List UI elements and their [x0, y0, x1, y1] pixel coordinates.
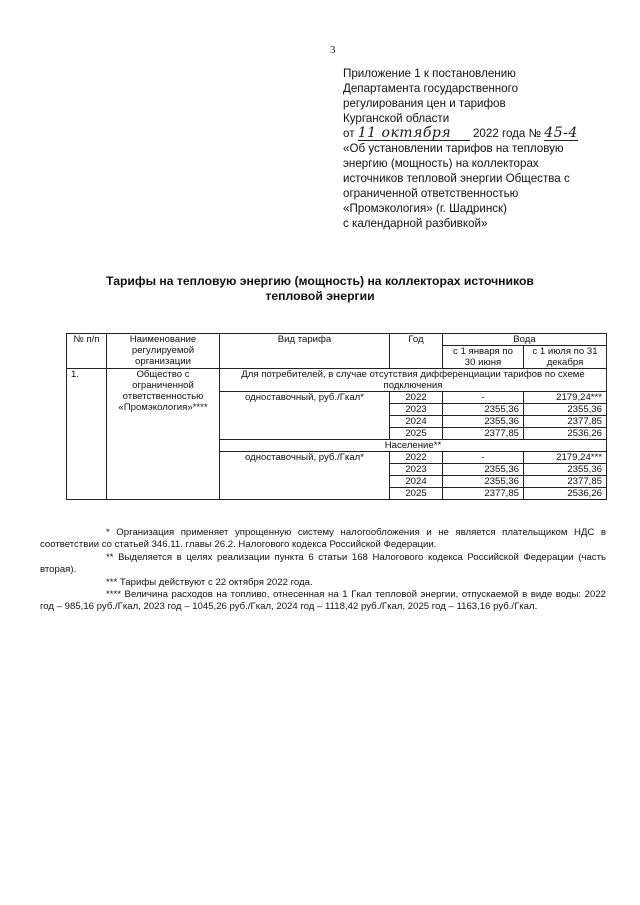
tariffs-table	[66, 333, 607, 500]
group-2-tariff-type: одноставочный, руб./Гкал*	[220, 452, 390, 500]
document-header	[343, 66, 618, 231]
group-1-tariff-type: одноставочный, руб./Гкал*	[220, 392, 390, 440]
subject-line: «Промэкология» (г. Шадринск)	[343, 202, 507, 215]
header-line: регулирования цен и тарифов	[343, 97, 506, 110]
date-prefix: от	[343, 127, 355, 140]
value-cell: 2536,26	[524, 488, 607, 500]
value-cell: 2355,36	[443, 476, 524, 488]
value-cell: 2377,85	[524, 476, 607, 488]
header-line: Курганской области	[343, 112, 450, 125]
table-row	[67, 369, 607, 392]
page-number: 3	[330, 44, 336, 56]
value-cell: 2355,36	[443, 404, 524, 416]
table-header-row	[67, 334, 607, 346]
header-period-1: с 1 января по 30 июня	[443, 346, 524, 369]
document-title	[60, 274, 580, 304]
value-cell: 2536,26	[524, 428, 607, 440]
title-line-2: тепловой энергии	[265, 289, 375, 303]
handwritten-number	[544, 127, 578, 141]
header-line: Департамента государственного	[343, 82, 519, 95]
value-cell: 2355,36	[443, 416, 524, 428]
header-num: № п/п	[67, 334, 107, 369]
subject-line: энергию (мощность) на коллекторах	[343, 157, 539, 170]
footnote: * Организация применяет упрощенную систему налогообложения и не является плательщиком НДС в соответствии со статьей 346.11. главы 26.2. Налогового кодекса Российской Федерации.	[40, 527, 606, 551]
group-2-title: Население**	[220, 440, 607, 452]
value-cell: 2355,36	[524, 404, 607, 416]
year-text: 2022 года №	[472, 127, 542, 140]
value-cell: 2377,85	[443, 488, 524, 500]
year-cell: 2023	[390, 464, 443, 476]
header-org: Наименование регулируемой организации	[107, 334, 220, 369]
handwritten-date	[358, 127, 470, 141]
year-cell: 2023	[390, 404, 443, 416]
title-line-1: Тарифы на тепловую энергию (мощность) на коллекторах источников	[106, 274, 534, 288]
year-cell: 2025	[390, 428, 443, 440]
handwritten-date-text: 11 октября	[357, 125, 452, 141]
subject-line: «Об установлении тарифов на тепловую	[343, 142, 564, 155]
handwritten-number-text: 45-4	[544, 125, 578, 141]
year-cell: 2022	[390, 392, 443, 404]
year-cell: 2025	[390, 488, 443, 500]
value-cell: 2179,24***	[524, 452, 607, 464]
year-cell: 2024	[390, 416, 443, 428]
header-tariff-type: Вид тарифа	[220, 334, 390, 369]
header-period-2: с 1 июля по 31 декабря	[524, 346, 607, 369]
value-cell: -	[443, 452, 524, 464]
header-line: Приложение 1 к постановлению	[343, 67, 516, 80]
organization-name: Общество с ограниченной ответственностью «Промэкология»****	[107, 369, 220, 500]
value-cell: 2377,85	[524, 416, 607, 428]
year-cell: 2022	[390, 452, 443, 464]
value-cell: 2179,24***	[524, 392, 607, 404]
group-1-title: Для потребителей, в случае отсутствия дифференциации тарифов по схеме подключения	[220, 369, 607, 392]
value-cell: -	[443, 392, 524, 404]
header-water: Вода	[443, 334, 607, 346]
footnote: *** Тарифы действуют с 22 октября 2022 года.	[106, 576, 313, 588]
subject-line: источников тепловой энергии Общества с	[343, 172, 570, 185]
header-year: Год	[390, 334, 443, 369]
subject-line: ограниченной ответственностью	[343, 187, 519, 200]
value-cell: 2377,85	[443, 428, 524, 440]
footnotes	[40, 527, 606, 614]
year-cell: 2024	[390, 476, 443, 488]
subject-line: с календарной разбивкой»	[343, 217, 488, 230]
row-number: 1.	[67, 369, 107, 500]
footnote: ** Выделяется в целях реализации пункта 6 статьи 168 Налогового кодекса Российской Федерации (часть вторая).	[40, 551, 606, 576]
value-cell: 2355,36	[524, 464, 607, 476]
footnote: **** Величина расходов на топливо, отнесенная на 1 Гкал тепловой энергии, отпускаемой в виде воды: 2022 год – 985,16 руб./Гкал, 2023 год – 1045,26 руб./Гкал, 2024 год – 1118,42 руб./Гкал, 2025 год – 1163,16 руб./Гкал.	[40, 589, 606, 613]
header-date-line	[343, 126, 618, 141]
value-cell: 2355,36	[443, 464, 524, 476]
